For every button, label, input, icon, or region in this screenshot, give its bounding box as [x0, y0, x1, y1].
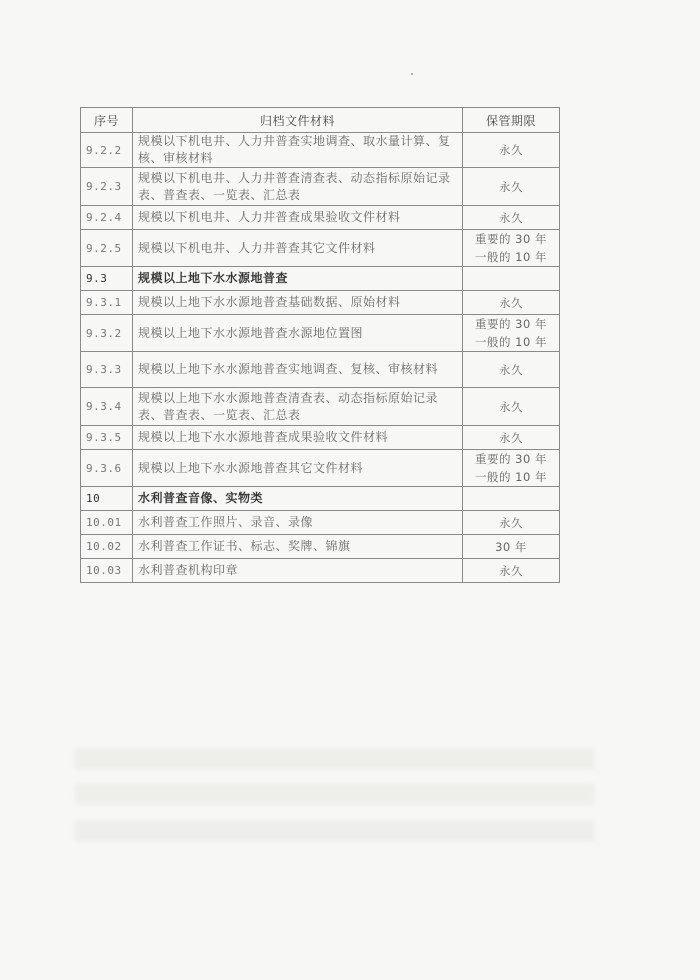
cell-material: 水利普查音像、实物类	[133, 487, 463, 511]
cell-period	[463, 388, 560, 426]
cell-period	[463, 426, 560, 450]
cell-no: 9.2.4	[81, 206, 133, 230]
table-row	[81, 559, 560, 583]
period-line: 一般的 10 年	[475, 470, 547, 484]
cell-no: 9.3	[81, 267, 133, 291]
scan-speck	[411, 73, 413, 75]
cell-period	[463, 267, 560, 291]
period-line: 重要的 30 年	[475, 232, 547, 246]
table-row	[81, 315, 560, 352]
cell-material: 规模以上地下水水源地普查基础数据、原始材料	[133, 291, 463, 315]
cell-period	[463, 291, 560, 315]
cell-material: 规模以下机电井、人力井普查实地调查、取水量计算、复核、审核材料	[133, 133, 463, 168]
cell-period	[463, 168, 560, 206]
header-period: 保管期限	[463, 108, 560, 133]
period-line: 永久	[499, 295, 523, 310]
cell-period	[463, 559, 560, 583]
cell-no: 9.3.4	[81, 388, 133, 426]
period-line: 永久	[499, 430, 523, 445]
cell-period	[463, 315, 560, 352]
cell-material: 水利普查工作证书、标志、奖牌、锦旗	[133, 535, 463, 559]
cell-material: 规模以上地下水水源地普查	[133, 267, 463, 291]
cell-material: 规模以上地下水水源地普查水源地位置图	[133, 315, 463, 352]
table-row	[81, 426, 560, 450]
period-line: 重要的 30 年	[475, 317, 547, 331]
period-line: 永久	[499, 143, 523, 157]
cell-no: 9.3.3	[81, 352, 133, 388]
cell-period	[463, 206, 560, 230]
table-row	[81, 352, 560, 388]
table-row	[81, 168, 560, 206]
cell-no: 9.3.5	[81, 426, 133, 450]
period-line: 永久	[499, 179, 523, 194]
bleed-through-line	[75, 748, 595, 770]
cell-period	[463, 450, 560, 487]
cell-material: 水利普查工作照片、录音、录像	[133, 511, 463, 535]
cell-material: 规模以上地下水水源地普查实地调查、复核、审核材料	[133, 352, 463, 388]
period-line: 永久	[499, 563, 523, 578]
cell-material: 规模以下机电井、人力井普查其它文件材料	[133, 230, 463, 267]
table-body	[81, 133, 560, 583]
period-line: 永久	[499, 362, 523, 377]
cell-no: 10.01	[81, 511, 133, 535]
cell-material: 规模以下机电井、人力井普查成果验收文件材料	[133, 206, 463, 230]
section-row	[81, 487, 560, 511]
cell-no: 10.02	[81, 535, 133, 559]
cell-period	[463, 535, 560, 559]
cell-material: 水利普查机构印章	[133, 559, 463, 583]
table-row	[81, 535, 560, 559]
cell-period	[463, 487, 560, 511]
bleed-through-line	[75, 783, 595, 805]
cell-material: 规模以下机电井、人力井普查清查表、动态指标原始记录表、普查表、一览表、汇总表	[133, 168, 463, 206]
cell-no: 9.3.1	[81, 291, 133, 315]
table-row	[81, 511, 560, 535]
cell-period	[463, 133, 560, 168]
cell-no: 10	[81, 487, 133, 511]
cell-material: 规模以上地下水水源地普查其它文件材料	[133, 450, 463, 487]
cell-period	[463, 352, 560, 388]
cell-no: 9.3.2	[81, 315, 133, 352]
header-no: 序号	[81, 108, 133, 133]
bleed-through-line	[75, 820, 595, 842]
cell-material: 规模以上地下水水源地普查成果验收文件材料	[133, 426, 463, 450]
period-line: 一般的 10 年	[475, 250, 547, 264]
period-line: 重要的 30 年	[475, 452, 547, 466]
period-line: 永久	[499, 515, 523, 530]
cell-period	[463, 511, 560, 535]
archive-retention-table	[80, 107, 560, 583]
cell-no: 9.2.3	[81, 168, 133, 206]
table-row	[81, 291, 560, 315]
header-material: 归档文件材料	[133, 108, 463, 133]
section-row	[81, 267, 560, 291]
cell-no: 9.3.6	[81, 450, 133, 487]
period-line: 永久	[499, 210, 523, 225]
cell-no: 9.2.5	[81, 230, 133, 267]
period-line: 一般的 10 年	[475, 335, 547, 349]
period-line: 永久	[499, 399, 523, 414]
table-row	[81, 450, 560, 487]
table-row	[81, 230, 560, 267]
period-line: 30 年	[495, 539, 527, 554]
table-header-row	[81, 108, 560, 133]
cell-material: 规模以上地下水水源地普查清查表、动态指标原始记录表、普查表、一览表、汇总表	[133, 388, 463, 426]
cell-no: 9.2.2	[81, 133, 133, 168]
table-row	[81, 388, 560, 426]
table-row	[81, 133, 560, 168]
table-row	[81, 206, 560, 230]
cell-period	[463, 230, 560, 267]
cell-no: 10.03	[81, 559, 133, 583]
